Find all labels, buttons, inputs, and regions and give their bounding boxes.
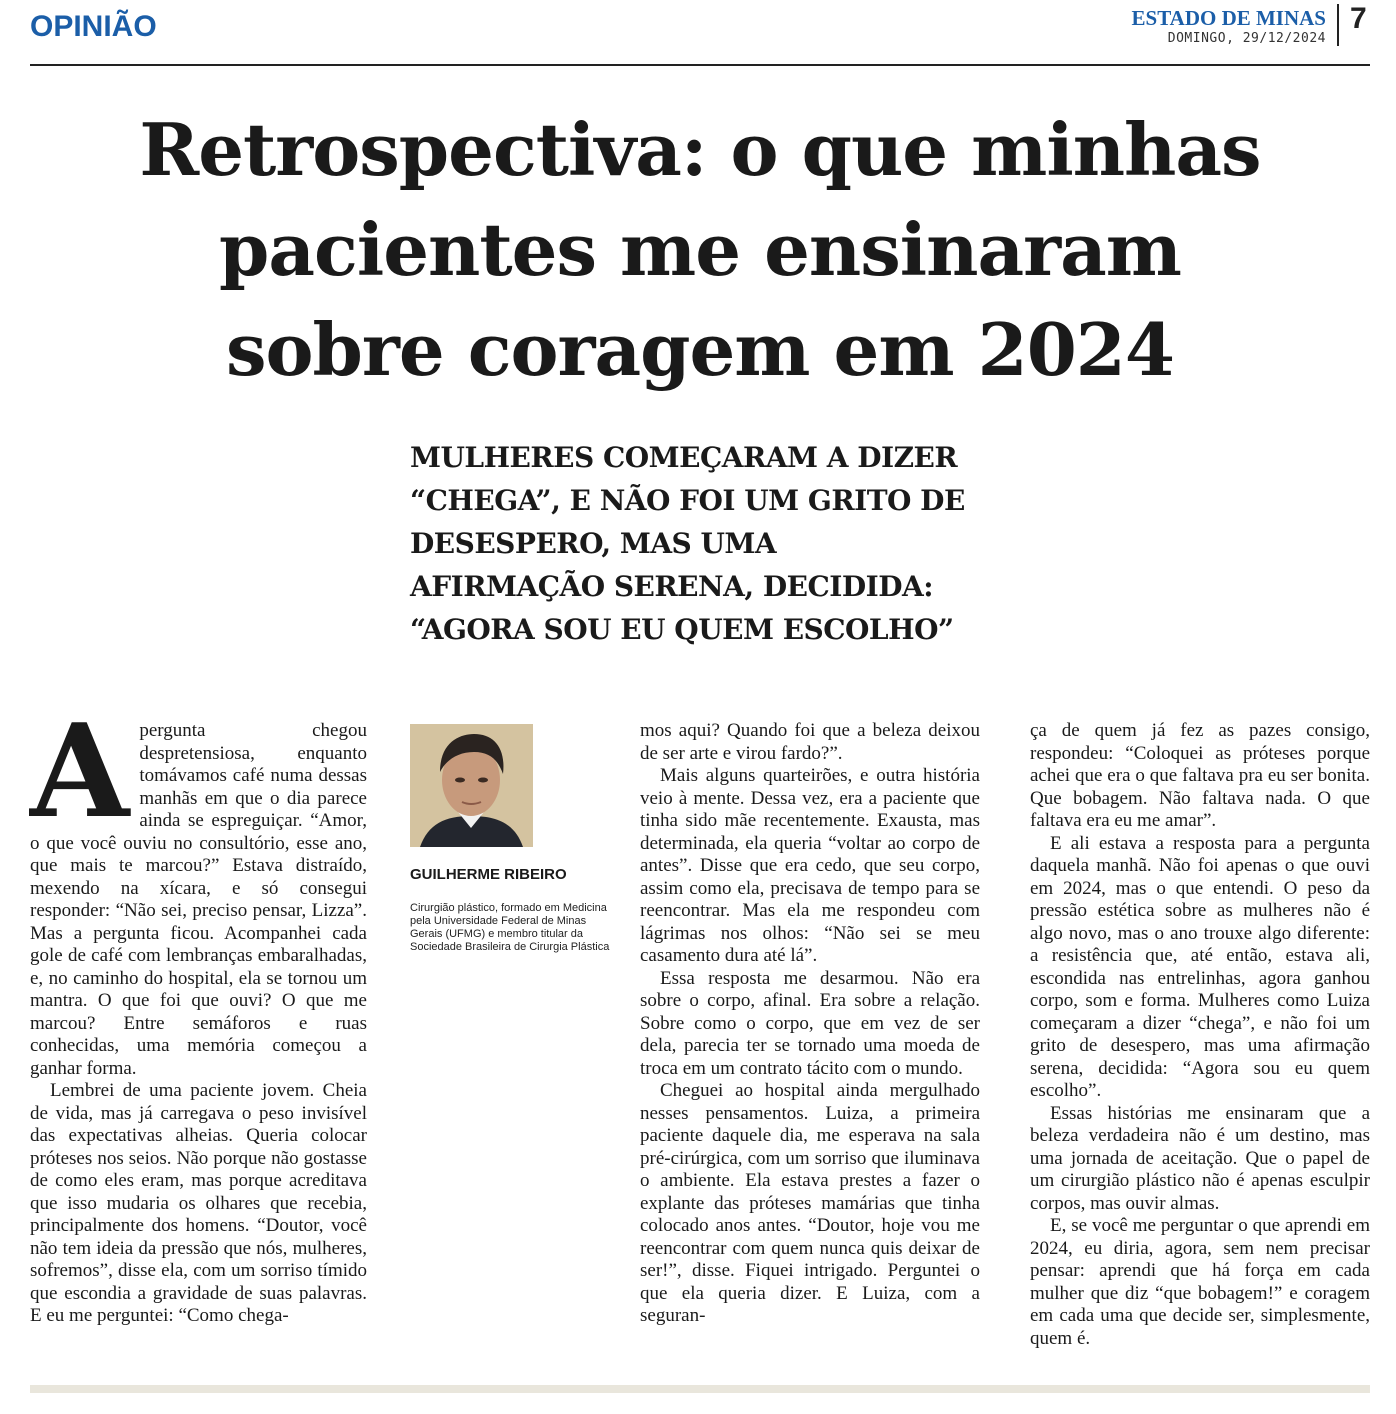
paragraph: mos aqui? Quando foi que a beleza deixou de ser arte e virou fardo?”.: [640, 720, 980, 764]
masthead: [1132, 6, 1326, 48]
page-number: 7: [1350, 2, 1367, 35]
paragraph: ça de quem já fez as pazes consigo, respondeu: “Coloquei as próteses porque achei que era o que faltava pra eu ser bonita. Que bobagem. Não faltava nada. O que faltava era eu me amar”.: [1030, 720, 1370, 831]
paper-name: ESTADO DE MINAS: [1131, 6, 1326, 30]
section-label: OPINIÃO: [30, 10, 157, 43]
issue-date: DOMINGO, 29/12/2024: [1167, 31, 1326, 46]
author-bio: Cirurgião plástico, formado em Medicina pela Universidade Federal de Minas Gerais (UFMG) e membro titular da Sociedade Brasileira de Cirurgia Plástica: [410, 902, 610, 953]
drop-cap: A: [30, 697, 130, 847]
headline-line-3: sobre coragem em 2024: [225, 307, 1174, 392]
headline: [30, 100, 1370, 400]
paragraph: Essa resposta me desarmou. Não era sobre o corpo, afinal. Era sobre a relação. Sobre como o corpo, que em vez de ser dela, parecia ter se tornado uma moeda de troca em um contrato tácito com o mundo.: [640, 967, 980, 1079]
article-column-4: [1030, 720, 1370, 1350]
headline-line-1: Retrospectiva: o que minhas: [139, 107, 1261, 192]
paragraph: Cheguei ao hospital ainda mergulhado nesses pensamentos. Luiza, a primeira paciente daquele dia, me esperava na sala pré-cirúrgica, com um sorriso que iluminava o ambiente. Ela estava prestes a fazer o explante das próteses mamárias que tinha colocado anos antes. “Doutor, hoje vou me reencontrar com quem nunca quis deixar de ser!”, disse. Fiquei intrigado. Perguntei o que ela queria dizer. E Luiza, com a seguran-: [640, 1080, 980, 1326]
paragraph: Mais alguns quarteirões, e outra história veio à mente. Dessa vez, era a paciente que tinha sido mãe recentemente. Exausta, mas determinada, ela queria “voltar ao corpo de antes”. Disse que era cedo, que seu corpo, assim como ela, precisava de tempo para se reencontrar. Mas ela me respondeu com lágrimas nos olhos: “Não sei se meu casamento dura até lá”.: [640, 765, 980, 966]
paragraph: Lembrei de uma paciente jovem. Cheia de vida, mas já carregava o peso invisível das expectativas alheias. Queria colocar próteses nos seios. Não porque não gostasse de como eles eram, mas porque acreditava que isso mudaria os olhares que recebia, principalmente dos homens. “Doutor, você não tem ideia da pressão que nós, mulheres, sofremos”, disse ela, com um sorriso tímido que escondia a gravidade de suas palavras. E eu me perguntei: “Como chega-: [30, 1080, 367, 1326]
author-photo: [410, 724, 533, 847]
article-column-1: [30, 697, 367, 1328]
subheadline: MULHERES COMEÇARAM A DIZER “CHEGA”, E NÃO FOI UM GRITO DE DESESPERO, MAS UMA AFIRMAÇÃO SERENA, DECIDIDA: “AGORA SOU EU QUEM ESCOLHO”: [410, 441, 965, 646]
page-number-divider: [1337, 4, 1339, 46]
paragraph: pergunta chegou despretensiosa, enquanto tomávamos café numa dessas manhãs em que o dia parece ainda se espreguiçar. “Amor, o que você ouviu no consultório, esse ano, que mais te marcou?” Estava distraído, mexendo na xícara, e só consegui responder: “Não sei, preciso pensar, Lizza”. Mas a pergunta ficou. Acompanhei cada gole de café com lembranças embaralhadas, e, no caminho do hospital, ela se tornou um mantra. O que foi que ouvi? O que me marcou? Entre semáforos e ruas conhecidas, uma memória começou a ganhar forma.: [30, 720, 367, 1079]
footer-bar: [30, 1385, 1370, 1393]
author-portrait-icon: [410, 724, 533, 847]
article-column-3: [640, 720, 980, 1328]
paragraph: E ali estava a resposta para a pergunta daquela manhã. Não foi apenas o que ouvi em 2024, mas o que entendi. O peso da pressão estética sobre as mulheres não é algo novo, mas o ano trouxe algo diferente: a resistência que, até então, estava ali, escondida nas entrelinhas, agora ganhou corpo, som e forma. Mulheres como Luiza começaram a dizer “chega”, e não foi um grito de desespero, mas uma afirmação serena, decidida: “Agora sou eu quem escolho”.: [1030, 832, 1370, 1101]
paragraph: Essas histórias me ensinaram que a beleza verdadeira não é um destino, mas uma jornada de aceitação. Que o papel de um cirurgião plástico não é apenas esculpir corpos, mas ouvir almas.: [1030, 1102, 1370, 1214]
author-name: GUILHERME RIBEIRO: [410, 866, 567, 883]
header-rule: [30, 64, 1370, 66]
paragraph: E, se você me perguntar o que aprendi em 2024, eu diria, agora, sem nem precisar pensar: aprendi que há força em cada mulher que diz “que bobagem!” e coragem em cada uma que decide ser, simplesmente, quem é.: [1030, 1215, 1370, 1349]
headline-line-2: pacientes me ensinaram: [219, 207, 1181, 292]
